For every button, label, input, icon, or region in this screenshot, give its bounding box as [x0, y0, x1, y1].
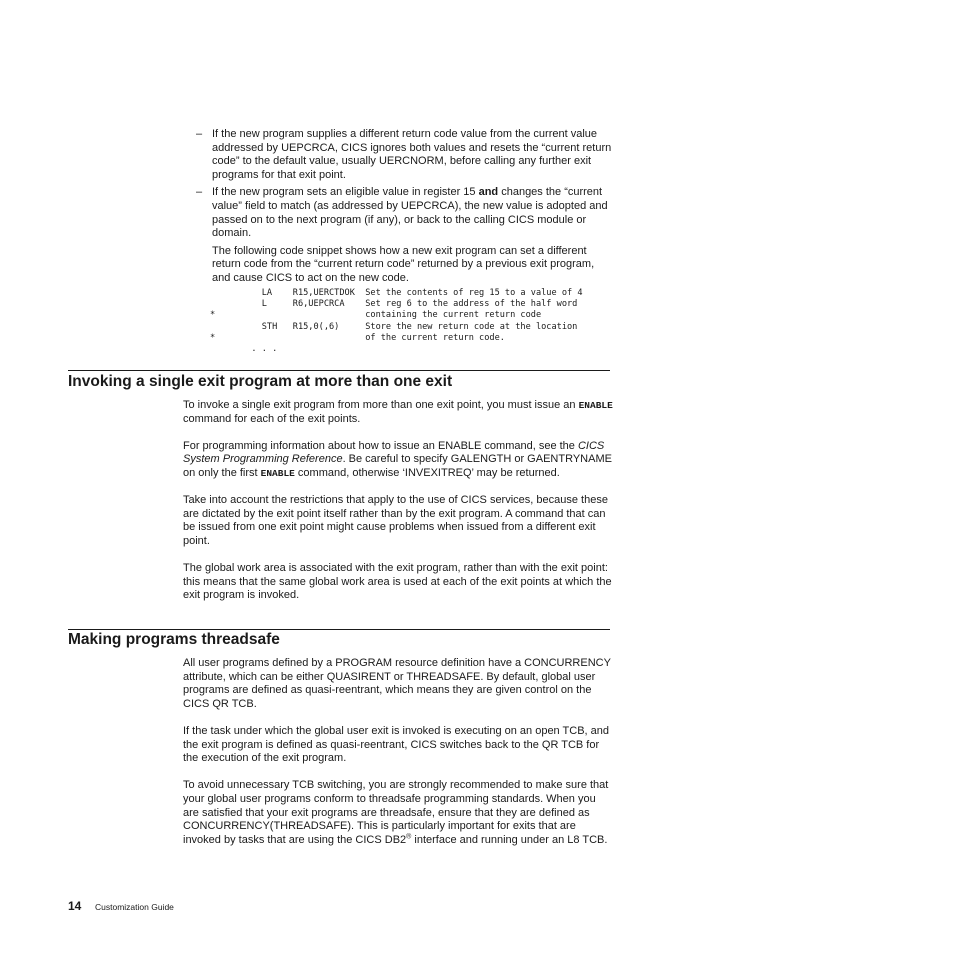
bullet-text-part: If the new program sets an eligible value in register 15 [212, 186, 479, 199]
section-rule [68, 629, 610, 630]
bullet-dash: – [196, 186, 203, 199]
paragraph: The global work area is associated with the exit program, rather than with the exit point: this means that the same global work area is used at each of the exit points at which the exit program is invoked. [183, 562, 612, 602]
command-name: ENABLE [578, 400, 613, 411]
code-snippet: LA R15,UERCTDOK Set the contents of reg 15 to a value of 4 L R6,UEPCRCA Set reg 6 to the address of the half word * containing the current return code STH R15,0(,6) Store the new return code at the location * of the current return code. . . . [210, 288, 583, 355]
book-title: CICS System Programming Reference [183, 439, 605, 466]
paragraph [183, 399, 613, 426]
section-body-invoking [183, 399, 613, 617]
text-part: . Be careful to specify GALENGTH or GAENTRYNAME on only the first [183, 453, 612, 479]
text-part: To avoid unnecessary TCB switching, you are strongly recommended to make sure that your global user programs conform to threadsafe programming standards. When you are satisfied that your exit programs are threadsafe, ensure that they are defined as CONCURRENCY(THREADSAFE). This is particularly important for exits that are invoked by tasks that are using the CICS DB2 [183, 779, 609, 846]
footer-book-title: Customization Guide [95, 902, 174, 912]
bullet-text-part: changes the “current value” field to match (as addressed by UEPCRCA), the new value is adopted and passed on to the next program (if any), or back to the calling CICS module or domain. [212, 186, 608, 240]
paragraph [183, 779, 613, 847]
text-part: To invoke a single exit program from more than one exit point, you must issue an [183, 399, 579, 411]
bullet-list [196, 128, 612, 286]
bullet-text: If the new program supplies a different return code value from the current value addressed by UEPCRCA, CICS ignores both values and resets the “current return code” to the default value, usually UERCNORM, before calling any further exit programs for that exit point. [212, 128, 612, 181]
text-part: command, otherwise ‘INVEXITREQ’ may be returned. [294, 466, 560, 479]
paragraph: Take into account the restrictions that apply to the use of CICS services, because these are dictated by the exit point itself rather than by the exit program. A command that can be issued from one exit point might cause problems when issued from a different exit point. [183, 494, 608, 547]
paragraph: If the task under which the global user exit is invoked is executing on an open TCB, and the exit program is defined as quasi-reentrant, CICS switches back to the QR TCB for the execution of the exit program. [183, 724, 609, 765]
bullet-item [196, 186, 612, 240]
section-heading-invoking: Invoking a single exit program at more than one exit [68, 373, 453, 390]
bullet-text [212, 186, 612, 240]
command-name: ENABLE [260, 467, 295, 479]
section-body-threadsafe [183, 657, 613, 861]
code-intro-paragraph: The following code snippet shows how a new exit program can set a different return code from the “current return code” returned by a previous exit program, and cause CICS to act on the new code. [212, 244, 595, 284]
paragraph: All user programs defined by a PROGRAM resource definition have a CONCURRENCY attribute, which can be either QUASIRENT or THREADSAFE. By default, global user programs are defined as quasi-reentrant, which means they are given control on the CICS QR TCB. [183, 657, 611, 710]
section-heading-threadsafe: Making programs threadsafe [68, 631, 280, 648]
bullet-dash: – [196, 128, 203, 140]
text-part: For programming information about how to issue an ENABLE command, see the [183, 439, 578, 452]
section-rule [68, 370, 610, 371]
registered-mark: ® [406, 833, 412, 841]
bold-emphasis: and [478, 186, 499, 199]
paragraph [183, 440, 613, 481]
bullet-item [196, 128, 612, 182]
page-number: 14 [68, 899, 82, 913]
text-part: interface and running under an L8 TCB. [411, 833, 608, 846]
text-part: command for each of the exit points. [183, 412, 361, 425]
